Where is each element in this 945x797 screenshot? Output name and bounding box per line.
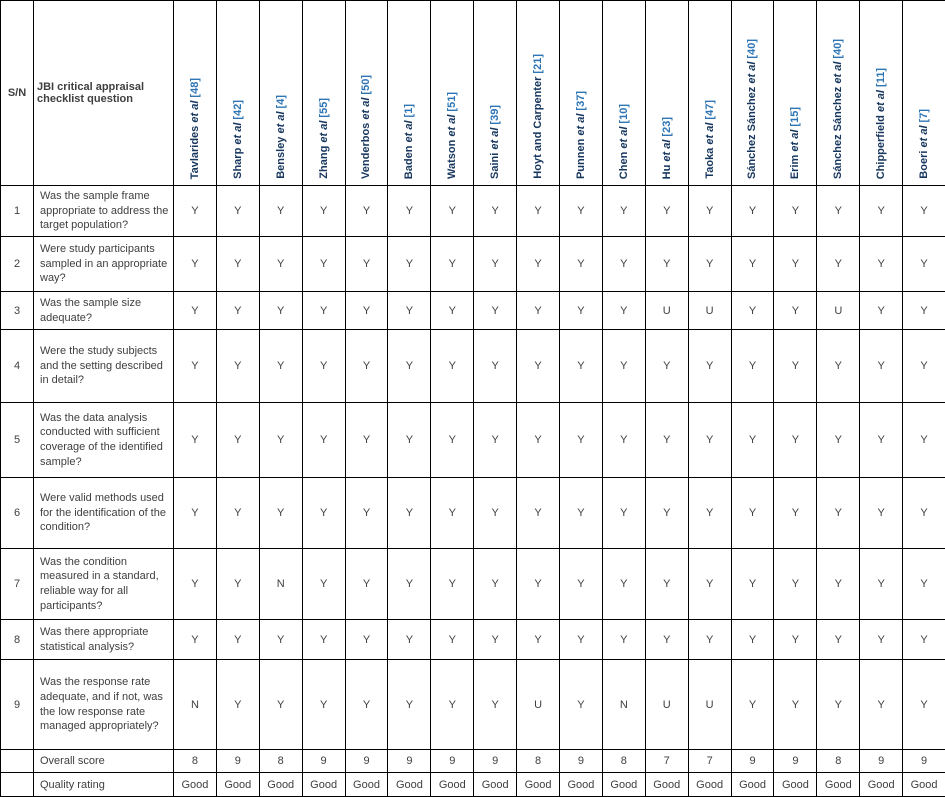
study-header bbox=[602, 1, 645, 186]
summary-value-cell: 9 bbox=[345, 750, 388, 773]
row-number: 6 bbox=[1, 478, 34, 549]
summary-value-cell: Good bbox=[903, 773, 945, 797]
rating-cell: Y bbox=[860, 660, 903, 750]
study-header bbox=[388, 1, 431, 186]
rating-cell: Y bbox=[216, 620, 259, 660]
table-header-row bbox=[1, 1, 945, 186]
summary-value-cell: 9 bbox=[216, 750, 259, 773]
rating-cell: Y bbox=[860, 478, 903, 549]
rating-cell: Y bbox=[731, 403, 774, 478]
row-number: 9 bbox=[1, 660, 34, 750]
study-header bbox=[216, 1, 259, 186]
study-header bbox=[731, 1, 774, 186]
summary-row bbox=[1, 773, 945, 797]
rating-cell: Y bbox=[517, 403, 560, 478]
rating-cell: Y bbox=[645, 620, 688, 660]
study-header-label: Sánchez Sánchez et al [40] bbox=[746, 38, 759, 179]
rating-cell: Y bbox=[216, 403, 259, 478]
rating-cell: U bbox=[517, 660, 560, 750]
rating-cell: Y bbox=[688, 549, 731, 620]
rating-cell: Y bbox=[388, 620, 431, 660]
rating-cell: Y bbox=[860, 292, 903, 330]
row-number: 1 bbox=[1, 186, 34, 237]
rating-cell: Y bbox=[345, 660, 388, 750]
rating-cell: Y bbox=[602, 478, 645, 549]
study-header bbox=[431, 1, 474, 186]
rating-cell: Y bbox=[345, 620, 388, 660]
summary-value-cell: Good bbox=[431, 773, 474, 797]
rating-cell: Y bbox=[774, 330, 817, 403]
rating-cell: Y bbox=[216, 660, 259, 750]
rating-cell: Y bbox=[560, 292, 603, 330]
rating-cell: Y bbox=[216, 292, 259, 330]
summary-value-cell: 9 bbox=[560, 750, 603, 773]
table-row bbox=[1, 478, 945, 549]
rating-cell: Y bbox=[474, 292, 517, 330]
summary-value-cell: 7 bbox=[688, 750, 731, 773]
rating-cell: Y bbox=[731, 237, 774, 292]
summary-value-cell: 9 bbox=[860, 750, 903, 773]
sn-column-header: S/N bbox=[1, 1, 34, 186]
rating-cell: Y bbox=[517, 237, 560, 292]
row-number: 2 bbox=[1, 237, 34, 292]
study-header-label: Watson et al [51] bbox=[446, 91, 459, 179]
rating-cell: Y bbox=[174, 330, 217, 403]
rating-cell: Y bbox=[302, 403, 345, 478]
rating-cell: Y bbox=[174, 237, 217, 292]
rating-cell: Y bbox=[731, 660, 774, 750]
rating-cell: U bbox=[688, 660, 731, 750]
rating-cell: Y bbox=[302, 237, 345, 292]
rating-cell: Y bbox=[903, 292, 945, 330]
study-header bbox=[474, 1, 517, 186]
rating-cell: Y bbox=[474, 620, 517, 660]
summary-label: Quality rating bbox=[34, 773, 174, 797]
rating-cell: Y bbox=[388, 330, 431, 403]
study-header-label: Erim et al [15] bbox=[789, 106, 802, 179]
summary-value-cell: Good bbox=[259, 773, 302, 797]
rating-cell: Y bbox=[774, 620, 817, 660]
rating-cell: Y bbox=[474, 330, 517, 403]
study-header-label: Tavlarides et al [48] bbox=[188, 77, 201, 179]
summary-value-cell: Good bbox=[345, 773, 388, 797]
rating-cell: Y bbox=[388, 403, 431, 478]
rating-cell: U bbox=[817, 292, 860, 330]
rating-cell: Y bbox=[602, 292, 645, 330]
study-header bbox=[560, 1, 603, 186]
rating-cell: Y bbox=[345, 292, 388, 330]
summary-value-cell: Good bbox=[774, 773, 817, 797]
study-header-label: Hu et al [23] bbox=[660, 116, 673, 179]
rating-cell: Y bbox=[174, 403, 217, 478]
table-row bbox=[1, 660, 945, 750]
rating-cell: Y bbox=[645, 237, 688, 292]
rating-cell: Y bbox=[774, 186, 817, 237]
table-row bbox=[1, 330, 945, 403]
rating-cell: Y bbox=[688, 620, 731, 660]
rating-cell: Y bbox=[903, 660, 945, 750]
rating-cell: Y bbox=[388, 186, 431, 237]
question-text: Were valid methods used for the identification of the condition? bbox=[34, 478, 174, 549]
rating-cell: Y bbox=[259, 478, 302, 549]
rating-cell: Y bbox=[688, 186, 731, 237]
summary-value-cell: 8 bbox=[259, 750, 302, 773]
table-row bbox=[1, 403, 945, 478]
rating-cell: U bbox=[645, 660, 688, 750]
rating-cell: Y bbox=[431, 660, 474, 750]
study-header-label: Saini et al [39] bbox=[489, 105, 502, 179]
rating-cell: Y bbox=[259, 186, 302, 237]
row-number: 7 bbox=[1, 549, 34, 620]
rating-cell: Y bbox=[517, 330, 560, 403]
rating-cell: Y bbox=[688, 478, 731, 549]
study-header-label: Bensley et al [4] bbox=[274, 95, 287, 179]
rating-cell: Y bbox=[860, 549, 903, 620]
summary-value-cell: 9 bbox=[774, 750, 817, 773]
summary-value-cell: Good bbox=[645, 773, 688, 797]
rating-cell: Y bbox=[903, 549, 945, 620]
rating-cell: Y bbox=[903, 620, 945, 660]
summary-value-cell: 8 bbox=[174, 750, 217, 773]
rating-cell: Y bbox=[560, 478, 603, 549]
question-text: Were the study subjects and the setting described in detail? bbox=[34, 330, 174, 403]
rating-cell: Y bbox=[602, 330, 645, 403]
rating-cell: Y bbox=[645, 549, 688, 620]
rating-cell: Y bbox=[431, 237, 474, 292]
study-header-label: Taoka et al [47] bbox=[703, 100, 716, 179]
rating-cell: Y bbox=[302, 186, 345, 237]
summary-label: Overall score bbox=[34, 750, 174, 773]
rating-cell: Y bbox=[388, 549, 431, 620]
table-row bbox=[1, 237, 945, 292]
rating-cell: Y bbox=[731, 186, 774, 237]
rating-cell: Y bbox=[602, 620, 645, 660]
table-row bbox=[1, 292, 945, 330]
rating-cell: Y bbox=[560, 237, 603, 292]
rating-cell: Y bbox=[860, 237, 903, 292]
rating-cell: Y bbox=[817, 186, 860, 237]
summary-value-cell: Good bbox=[817, 773, 860, 797]
summary-value-cell: 7 bbox=[645, 750, 688, 773]
rating-cell: Y bbox=[216, 330, 259, 403]
summary-value-cell: Good bbox=[216, 773, 259, 797]
rating-cell: Y bbox=[302, 330, 345, 403]
rating-cell: Y bbox=[645, 186, 688, 237]
rating-cell: Y bbox=[259, 292, 302, 330]
rating-cell: Y bbox=[474, 549, 517, 620]
summary-value-cell: 8 bbox=[517, 750, 560, 773]
rating-cell: Y bbox=[602, 186, 645, 237]
study-header-label: Sánchez Sánchez et al [40] bbox=[832, 38, 845, 179]
rating-cell: Y bbox=[688, 330, 731, 403]
summary-value-cell: 8 bbox=[817, 750, 860, 773]
rating-cell: Y bbox=[388, 478, 431, 549]
rating-cell: Y bbox=[645, 403, 688, 478]
rating-cell: Y bbox=[474, 478, 517, 549]
rating-cell: Y bbox=[517, 549, 560, 620]
rating-cell: N bbox=[602, 660, 645, 750]
rating-cell: Y bbox=[688, 403, 731, 478]
rating-cell: U bbox=[688, 292, 731, 330]
summary-value-cell: Good bbox=[517, 773, 560, 797]
study-header-label: Boeri et al [7] bbox=[918, 109, 931, 179]
summary-value-cell: Good bbox=[602, 773, 645, 797]
study-header bbox=[903, 1, 945, 186]
study-header-label: Punnen et al [37] bbox=[574, 90, 587, 179]
rating-cell: Y bbox=[345, 478, 388, 549]
rating-cell: Y bbox=[903, 403, 945, 478]
rating-cell: N bbox=[259, 549, 302, 620]
study-header bbox=[174, 1, 217, 186]
rating-cell: Y bbox=[259, 330, 302, 403]
question-text: Were study participants sampled in an appropriate way? bbox=[34, 237, 174, 292]
rating-cell: Y bbox=[602, 403, 645, 478]
rating-cell: Y bbox=[774, 403, 817, 478]
summary-value-cell: Good bbox=[731, 773, 774, 797]
rating-cell: Y bbox=[560, 549, 603, 620]
study-header-label: Chen et al [10] bbox=[617, 103, 630, 179]
rating-cell: Y bbox=[388, 660, 431, 750]
summary-value-cell: Good bbox=[302, 773, 345, 797]
rating-cell: Y bbox=[259, 620, 302, 660]
rating-cell: Y bbox=[474, 237, 517, 292]
rating-cell: Y bbox=[903, 237, 945, 292]
rating-cell: Y bbox=[388, 292, 431, 330]
rating-cell: Y bbox=[817, 660, 860, 750]
rating-cell: Y bbox=[431, 620, 474, 660]
row-number: 5 bbox=[1, 403, 34, 478]
rating-cell: Y bbox=[174, 292, 217, 330]
rating-cell: U bbox=[645, 292, 688, 330]
summary-value-cell: Good bbox=[474, 773, 517, 797]
rating-cell: Y bbox=[731, 549, 774, 620]
rating-cell: Y bbox=[860, 330, 903, 403]
rating-cell: Y bbox=[774, 237, 817, 292]
rating-cell: Y bbox=[731, 478, 774, 549]
study-header-label: Hoyt and Carpenter [21] bbox=[532, 54, 545, 179]
empty-cell bbox=[1, 750, 34, 773]
rating-cell: Y bbox=[517, 620, 560, 660]
rating-cell: Y bbox=[345, 186, 388, 237]
rating-cell: Y bbox=[431, 292, 474, 330]
rating-cell: Y bbox=[817, 237, 860, 292]
study-header-label: Baden et al [1] bbox=[403, 103, 416, 179]
summary-value-cell: 9 bbox=[388, 750, 431, 773]
rating-cell: Y bbox=[560, 403, 603, 478]
rating-cell: Y bbox=[474, 660, 517, 750]
rating-cell: Y bbox=[645, 478, 688, 549]
rating-cell: Y bbox=[345, 237, 388, 292]
study-header bbox=[774, 1, 817, 186]
rating-cell: Y bbox=[817, 549, 860, 620]
rating-cell: Y bbox=[731, 292, 774, 330]
rating-cell: Y bbox=[345, 403, 388, 478]
table-row bbox=[1, 620, 945, 660]
study-header-label: Zhang et al [55] bbox=[317, 98, 330, 179]
summary-value-cell: 8 bbox=[602, 750, 645, 773]
question-text: Was the response rate adequate, and if not, was the low response rate managed appropriately? bbox=[34, 660, 174, 750]
rating-cell: Y bbox=[302, 478, 345, 549]
rating-cell: Y bbox=[817, 478, 860, 549]
study-header bbox=[517, 1, 560, 186]
rating-cell: Y bbox=[817, 330, 860, 403]
rating-cell: Y bbox=[259, 403, 302, 478]
rating-cell: Y bbox=[431, 403, 474, 478]
rating-cell: Y bbox=[431, 186, 474, 237]
question-text: Was the sample frame appropriate to address the target population? bbox=[34, 186, 174, 237]
summary-value-cell: Good bbox=[860, 773, 903, 797]
rating-cell: Y bbox=[774, 292, 817, 330]
rating-cell: Y bbox=[517, 292, 560, 330]
summary-value-cell: 9 bbox=[474, 750, 517, 773]
row-number: 3 bbox=[1, 292, 34, 330]
question-text: Was the data analysis conducted with sufficient coverage of the identified sample? bbox=[34, 403, 174, 478]
rating-cell: Y bbox=[259, 237, 302, 292]
rating-cell: Y bbox=[345, 330, 388, 403]
study-header bbox=[645, 1, 688, 186]
rating-cell: Y bbox=[903, 478, 945, 549]
row-number: 4 bbox=[1, 330, 34, 403]
rating-cell: Y bbox=[174, 620, 217, 660]
study-header bbox=[302, 1, 345, 186]
rating-cell: Y bbox=[474, 403, 517, 478]
study-header bbox=[817, 1, 860, 186]
study-header-label: Sharp et al [42] bbox=[231, 100, 244, 179]
rating-cell: Y bbox=[860, 620, 903, 660]
rating-cell: Y bbox=[216, 478, 259, 549]
question-text: Was the condition measured in a standard, reliable way for all participants? bbox=[34, 549, 174, 620]
rating-cell: Y bbox=[817, 403, 860, 478]
question-column-header: JBI critical appraisal checklist question bbox=[34, 1, 174, 186]
rating-cell: Y bbox=[259, 660, 302, 750]
summary-value-cell: 9 bbox=[731, 750, 774, 773]
rating-cell: Y bbox=[817, 620, 860, 660]
rating-cell: Y bbox=[302, 620, 345, 660]
rating-cell: Y bbox=[774, 549, 817, 620]
rating-cell: Y bbox=[731, 330, 774, 403]
rating-cell: Y bbox=[602, 237, 645, 292]
rating-cell: Y bbox=[602, 549, 645, 620]
rating-cell: Y bbox=[174, 186, 217, 237]
question-text: Was there appropriate statistical analysis? bbox=[34, 620, 174, 660]
summary-value-cell: Good bbox=[174, 773, 217, 797]
rating-cell: Y bbox=[474, 186, 517, 237]
question-text: Was the sample size adequate? bbox=[34, 292, 174, 330]
empty-cell bbox=[1, 773, 34, 797]
rating-cell: Y bbox=[560, 186, 603, 237]
rating-cell: Y bbox=[216, 186, 259, 237]
summary-value-cell: 9 bbox=[431, 750, 474, 773]
table-row bbox=[1, 549, 945, 620]
summary-value-cell: Good bbox=[688, 773, 731, 797]
rating-cell: Y bbox=[174, 549, 217, 620]
rating-cell: Y bbox=[560, 620, 603, 660]
rating-cell: Y bbox=[431, 330, 474, 403]
rating-cell: Y bbox=[388, 237, 431, 292]
rating-cell: Y bbox=[645, 330, 688, 403]
summary-row bbox=[1, 750, 945, 773]
rating-cell: Y bbox=[431, 549, 474, 620]
summary-value-cell: 9 bbox=[903, 750, 945, 773]
rating-cell: Y bbox=[860, 403, 903, 478]
rating-cell: Y bbox=[302, 292, 345, 330]
rating-cell: Y bbox=[560, 660, 603, 750]
rating-cell: Y bbox=[302, 660, 345, 750]
rating-cell: Y bbox=[560, 330, 603, 403]
table-row bbox=[1, 186, 945, 237]
study-header bbox=[259, 1, 302, 186]
rating-cell: Y bbox=[517, 478, 560, 549]
rating-cell: Y bbox=[688, 237, 731, 292]
summary-value-cell: Good bbox=[560, 773, 603, 797]
rating-cell: Y bbox=[774, 478, 817, 549]
row-number: 8 bbox=[1, 620, 34, 660]
rating-cell: Y bbox=[174, 478, 217, 549]
rating-cell: N bbox=[174, 660, 217, 750]
study-header bbox=[688, 1, 731, 186]
rating-cell: Y bbox=[431, 478, 474, 549]
rating-cell: Y bbox=[774, 660, 817, 750]
study-header bbox=[860, 1, 903, 186]
rating-cell: Y bbox=[216, 549, 259, 620]
rating-cell: Y bbox=[903, 330, 945, 403]
rating-cell: Y bbox=[302, 549, 345, 620]
study-header bbox=[345, 1, 388, 186]
rating-cell: Y bbox=[903, 186, 945, 237]
study-header-label: Chipperfield et al [11] bbox=[875, 67, 888, 179]
summary-value-cell: Good bbox=[388, 773, 431, 797]
rating-cell: Y bbox=[345, 549, 388, 620]
study-header-label: Venderbos et al [50] bbox=[360, 75, 373, 179]
rating-cell: Y bbox=[860, 186, 903, 237]
rating-cell: Y bbox=[731, 620, 774, 660]
summary-value-cell: 9 bbox=[302, 750, 345, 773]
rating-cell: Y bbox=[216, 237, 259, 292]
rating-cell: Y bbox=[517, 186, 560, 237]
